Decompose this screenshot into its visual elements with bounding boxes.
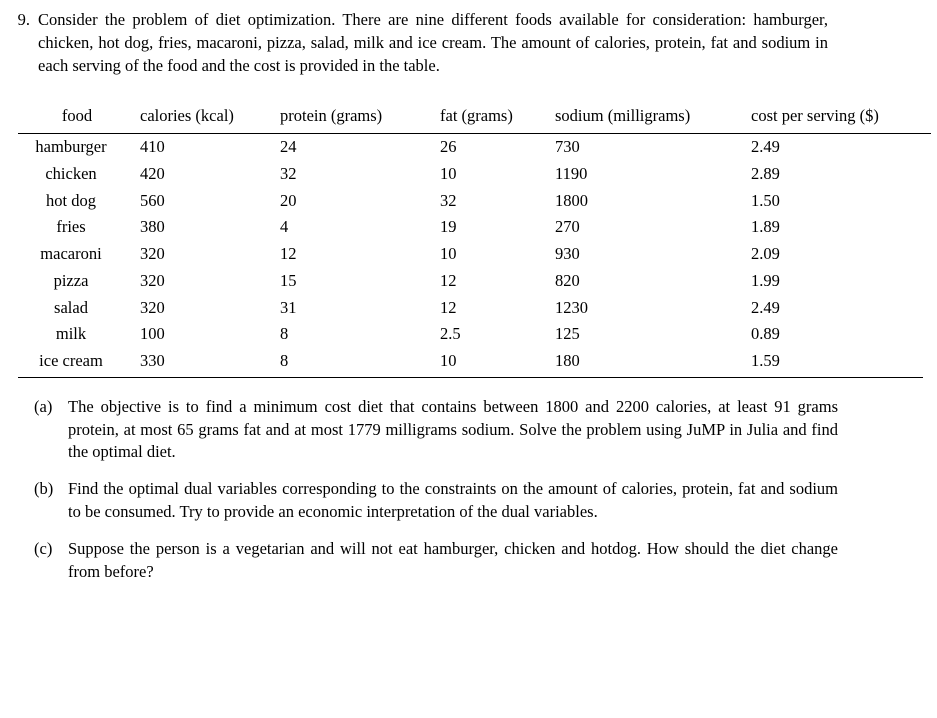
cell-fat: 2.5 (440, 324, 461, 344)
part-c-paragraph: Suppose the person is a vegetarian and will not eat hamburger, chicken and hotdog. How should the diet change from before? (68, 538, 838, 581)
cell-fat: 10 (440, 163, 457, 183)
cell-protein: 12 (280, 244, 297, 264)
table-row (18, 241, 931, 268)
question-number: 9. (17, 10, 30, 29)
question-text (38, 9, 828, 77)
part-a-text (68, 396, 838, 464)
cell-calories: 320 (140, 297, 165, 317)
part-a-paragraph: The objective is to find a minimum cost diet that contains between 1800 and 2200 calories, at least 91 grams protein, at most 65 grams fat and at most 1779 milligrams sodium. Solve the problem using JuMP in Julia and find the optimal diet. (68, 396, 838, 462)
cell-cost: 1.50 (751, 190, 780, 210)
cell-sodium: 180 (555, 351, 580, 371)
cell-fat: 12 (440, 270, 457, 290)
cell-protein: 4 (280, 217, 289, 237)
cell-food: pizza (53, 270, 89, 290)
cell-protein: 8 (280, 324, 289, 344)
cell-fat: 19 (440, 217, 457, 237)
cell-food: chicken (45, 163, 97, 183)
cell-fat: 32 (440, 190, 457, 210)
diet-table (18, 103, 931, 377)
column-header-fat: fat (grams) (436, 103, 551, 133)
cell-cost: 0.89 (751, 324, 780, 344)
cell-cost: 2.09 (751, 244, 780, 264)
cell-fat: 10 (440, 351, 457, 371)
cell-calories: 320 (140, 270, 165, 290)
table-row (18, 134, 931, 161)
cell-cost: 1.99 (751, 270, 780, 290)
table-header-row (18, 103, 931, 133)
cell-calories: 420 (140, 163, 165, 183)
part-c-text (68, 538, 838, 584)
cell-cost: 2.49 (751, 297, 780, 317)
column-header-cost: cost per serving ($) (747, 103, 931, 133)
cell-cost: 2.89 (751, 163, 780, 183)
table-row (18, 214, 931, 241)
cell-calories: 330 (140, 351, 165, 371)
cell-calories: 100 (140, 324, 165, 344)
table-row (18, 268, 931, 295)
cell-sodium: 730 (555, 137, 580, 157)
cell-protein: 15 (280, 270, 297, 290)
table-row (18, 295, 931, 322)
cell-fat: 26 (440, 137, 457, 157)
cell-sodium: 1800 (555, 190, 588, 210)
part-a (34, 396, 907, 464)
column-header-protein: protein (grams) (276, 103, 436, 133)
part-a-label: (a) (34, 396, 53, 416)
cell-fat: 12 (440, 297, 457, 317)
cell-protein: 8 (280, 351, 289, 371)
cell-sodium: 1230 (555, 297, 588, 317)
column-header-food: food (18, 103, 136, 133)
cell-cost: 1.59 (751, 351, 780, 371)
cell-protein: 31 (280, 297, 297, 317)
cell-sodium: 1190 (555, 163, 588, 183)
cell-food: milk (55, 324, 87, 344)
table-row (18, 321, 931, 348)
table-row (18, 161, 931, 188)
cell-sodium: 820 (555, 270, 580, 290)
question-block (0, 0, 937, 77)
cell-food: salad (54, 297, 88, 317)
cell-protein: 24 (280, 137, 297, 157)
part-b-text (68, 478, 838, 524)
part-b (34, 478, 907, 524)
cell-calories: 560 (140, 190, 165, 210)
cell-food: fries (56, 217, 86, 237)
cell-sodium: 270 (555, 217, 580, 237)
column-header-sodium: sodium (milligrams) (551, 103, 747, 133)
cell-sodium: 930 (555, 244, 580, 264)
cell-food: ice cream (39, 351, 103, 371)
table-body (18, 134, 931, 377)
cell-cost: 2.49 (751, 137, 780, 157)
cell-calories: 380 (140, 217, 165, 237)
question-parts (0, 378, 937, 583)
cell-protein: 32 (280, 163, 297, 183)
part-c-label: (c) (34, 538, 53, 558)
cell-calories: 410 (140, 137, 165, 157)
table-row (18, 348, 931, 377)
part-c (34, 538, 907, 584)
question-paragraph: Consider the problem of diet optimization. There are nine different foods available for consideration: hamburger, chicken, hot dog, fries, macaroni, pizza, salad, milk and ice cream. The amount of calories, protein, fat and sodium in each serving of the food and the cost is provided in the table. (38, 10, 828, 75)
cell-food: macaroni (40, 244, 102, 264)
diet-table-wrapper (0, 103, 937, 378)
part-b-label: (b) (34, 479, 54, 499)
cell-food: hamburger (35, 137, 107, 157)
cell-sodium: 125 (555, 324, 580, 344)
cell-fat: 10 (440, 244, 457, 264)
part-b-paragraph: Find the optimal dual variables corresponding to the constraints on the amount of calories, protein, fat and sodium to be consumed. Try to provide an economic interpretation of the dual variables. (68, 479, 838, 522)
table-row (18, 188, 931, 215)
cell-food: hot dog (46, 190, 96, 210)
cell-calories: 320 (140, 244, 165, 264)
column-header-calories: calories (kcal) (136, 103, 276, 133)
cell-cost: 1.89 (751, 217, 780, 237)
cell-protein: 20 (280, 190, 297, 210)
table-header (18, 103, 931, 133)
